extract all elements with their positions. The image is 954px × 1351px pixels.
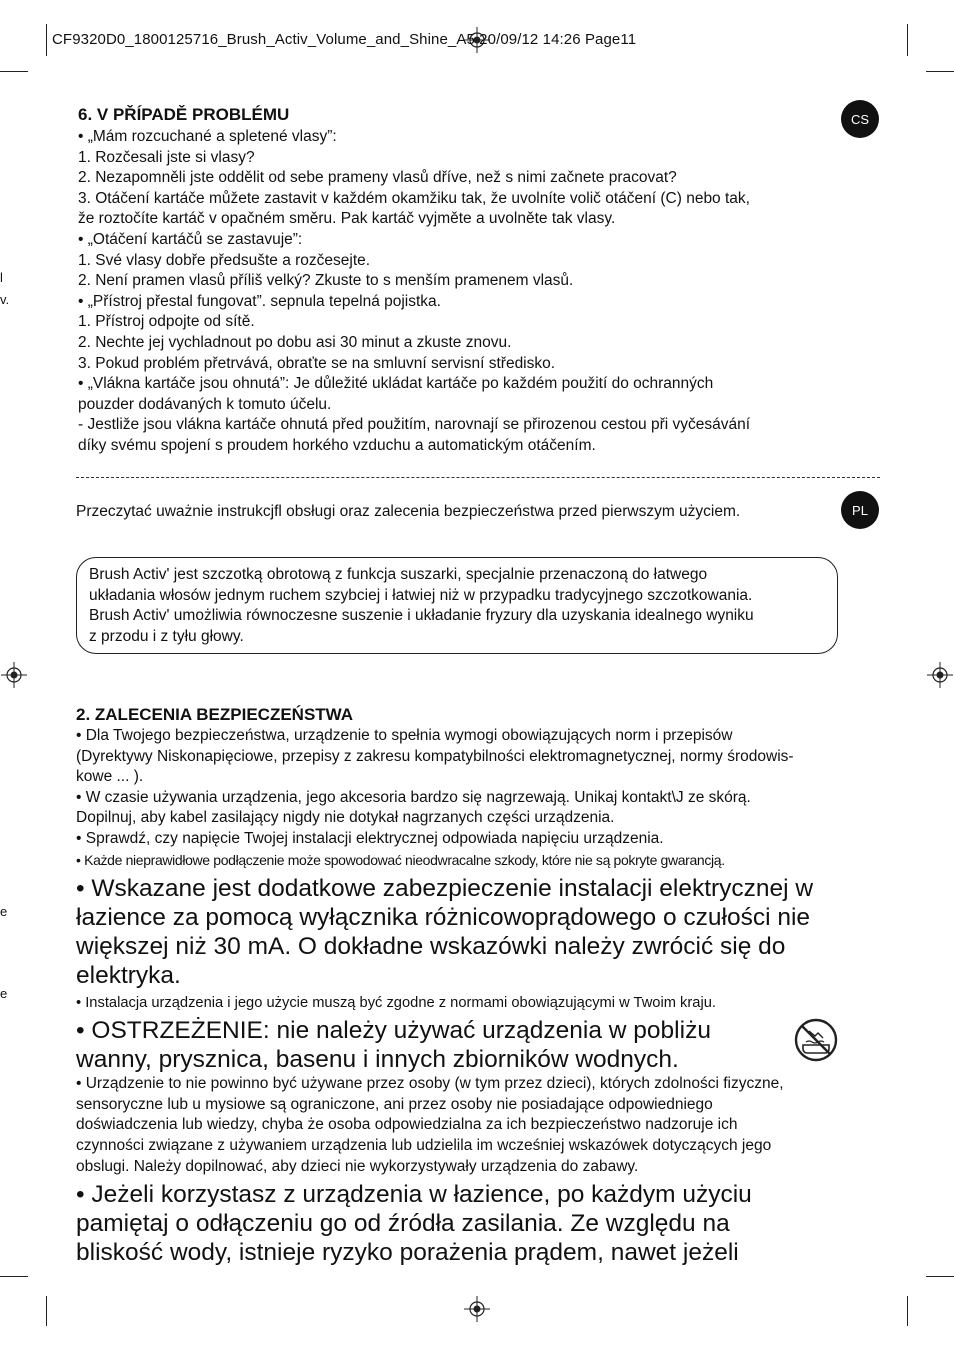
large-text-line: • Jeżeli korzystasz z urządzenia w łazience, po każdym użyciu <box>76 1181 752 1209</box>
large-text-line: większej niż 30 mA. O dokładne wskazówki należy zwrócić się do <box>76 932 786 960</box>
text-line: • Instalacja urządzenia i jego użycie muszą być zgodne z normami obowiązującymi w Twoim kraju. <box>76 994 716 1011</box>
print-header: CF9320D0_1800125716_Brush_Activ_Volume_and_Shine_A5 20/09/12 14:26 Page11 <box>52 31 637 48</box>
large-text-line: • OSTRZEŻENIE: nie należy używać urządzenia w pobliżu <box>76 1017 711 1045</box>
text-line: 3. Otáčení kartáče můžete zastavit v každém okamžiku tak, že uvolníte volič otáčení (C) nebo tak, <box>78 189 750 207</box>
edge-fragment: e <box>0 904 8 919</box>
crop-mark <box>0 1276 28 1277</box>
text-line: sensoryczne lub u mysiowe są ograniczone, ani przez osoby nie posiadające odpowiedniego <box>76 1095 713 1113</box>
text-line: - Jestliže jsou vlákna kartáče ohnutá před použitím, narovnají se přirozenou cestou při vyčesávání <box>78 416 751 434</box>
text-line: czynności związane z używaniem urządzenia lub udzielila im wcześniej wskazówek dotyczących jego <box>76 1136 772 1154</box>
large-text-line: • Wskazane jest dodatkowe zabezpieczenie instalacji elektrycznej w <box>76 874 814 902</box>
crop-mark <box>926 71 954 72</box>
text-line: pouzder dodávaných k tomuto účelu. <box>78 395 332 413</box>
text-line: že roztočíte kartáč v opačném směru. Pak kartáč vyjměte a uvolněte tak vlasy. <box>78 210 616 228</box>
large-text-line: wanny, prysznica, basenu i innych zbiorników wodnych. <box>76 1046 679 1074</box>
text-line: • Każde nieprawidłowe podłączenie może spowodować nieodwracalne szkody, które nie są pokryte gwarancją. <box>76 851 725 868</box>
text-line: 2. Nechte jej vychladnout po dobu asi 30 minut a zkuste znovu. <box>78 333 512 351</box>
text-line: • Dla Twojego bezpieczeństwa, urządzenie to spełnia wymogi obowiązujących norm i przepisów <box>76 727 733 744</box>
text-line: • „Přístroj přestal fungovat”. sepnula tepelná pojistka. <box>78 292 441 310</box>
crop-mark <box>907 24 908 56</box>
text-line: doświadczenia lub wiedzy, chyba że osoba odpowiedzialna za ich bezpieczeństwo nadzoruje ich <box>76 1116 738 1134</box>
text-line: • „Mám rozcuchané a spletené vlasy”: <box>78 128 337 145</box>
text-line: Dopilnuj, aby kabel zasilający nigdy nie dotykał nagrzanych części urządzenia. <box>76 809 615 827</box>
edge-fragment: v. <box>0 292 10 307</box>
text-line: układania włosów jednym ruchem szybciej i łatwiej niż w przypadku tradycyjnego szczotkowania. <box>89 586 753 604</box>
no-water-bath-icon <box>794 1018 838 1062</box>
text-line: 1. Přístroj odpojte od sítě. <box>78 313 255 331</box>
pl-intro-text: Przeczytać uważnie instrukcjfl obsługi oraz zalecenia bezpieczeństwa przed pierwszym użyciem. <box>76 503 741 520</box>
text-line: • Urządzenie to nie powinno być używane przez osoby (w tym przez dzieci), których zdolności fizyczne, <box>76 1075 784 1093</box>
text-line: obslugi. Należy dopilnować, aby dzieci nie wykorzystywały urządzenia do zabawy. <box>76 1157 639 1175</box>
registration-mark-icon <box>464 1296 490 1322</box>
section-title: 6. V PŘÍPADĚ PROBLÉMU <box>78 105 290 124</box>
text-line: kowe ... ). <box>76 768 144 786</box>
crop-mark <box>0 71 28 72</box>
text-line: 2. Není pramen vlasů příliš velký? Zkuste to s menším pramenem vlasů. <box>78 272 574 290</box>
crop-mark <box>46 24 47 56</box>
large-text-line: bliskość wody, istnieje ryzyko porażenia prądem, nawet jeżeli <box>76 1239 739 1267</box>
text-line: 1. Své vlasy dobře předsušte a rozčesejte. <box>78 251 371 269</box>
text-line: Brush Activ' jest szczotką obrotową z funkcja suszarki, specjalnie przenaczoną do łatwego <box>89 566 708 583</box>
text-line: • „Otáčení kartáčů se zastavuje”: <box>78 230 303 248</box>
text-line: • W czasie używania urządzenia, jego akcesoria bardzo się nagrzewają. Unikaj kontakt\J ze skórą. <box>76 788 751 806</box>
pl-safety-section <box>76 704 886 1267</box>
text-line: 1. Rozčesali jste si vlasy? <box>78 148 255 166</box>
text-line: z przodu i z tyłu głowy. <box>89 627 244 645</box>
text-line: (Dyrektywy Niskonapięciowe, przepisy z zakresu kompatybilności elektromagnetycznej, normy środowis- <box>76 747 794 765</box>
language-badge-cs: CS <box>841 100 879 138</box>
crop-mark <box>46 1296 47 1326</box>
text-line: • Sprawdź, czy napięcie Twojej instalacji elektrycznej odpowiada napięciu urządzenia. <box>76 829 664 847</box>
text-line: 3. Pokud problém přetrvává, obraťte se na smluvní servisní středisko. <box>78 354 556 372</box>
large-text-line: elektryka. <box>76 961 181 989</box>
text-line: • „Vlákna kartáče jsou ohnutá”: Je důležité ukládat kartáče po každém použití do ochranných <box>78 375 714 393</box>
product-description-box <box>76 557 838 654</box>
large-text-line: pamiętaj o odłączeniu go od źródła zasilania. Ze względu na <box>76 1210 730 1238</box>
edge-fragment: e <box>0 986 8 1001</box>
large-text-line: łazience za pomocą wyłącznika różnicowoprądowego o czułości nie <box>76 903 811 931</box>
registration-mark-icon <box>927 662 953 688</box>
language-badge-pl: PL <box>841 491 879 529</box>
text-line: 2. Nezapomněli jste oddělit od sebe prameny vlasů dříve, než s nimi začnete pracovat? <box>78 169 677 187</box>
crop-mark <box>907 1296 908 1326</box>
dashed-divider <box>76 477 880 478</box>
section-title: 2. ZALECENIA BEZPIECZEŃSTWA <box>76 705 354 724</box>
cs-section <box>78 104 848 457</box>
edge-fragment: l <box>0 270 3 285</box>
crop-mark <box>926 1276 954 1277</box>
text-line: díky svému spojení s proudem horkého vzduchu a automatickým otáčením. <box>78 436 596 454</box>
text-line: Brush Activ' umożliwia równoczesne suszenie i układanie fryzury dla uzyskania idealnego wyniku <box>89 607 754 624</box>
registration-mark-icon <box>1 662 27 688</box>
